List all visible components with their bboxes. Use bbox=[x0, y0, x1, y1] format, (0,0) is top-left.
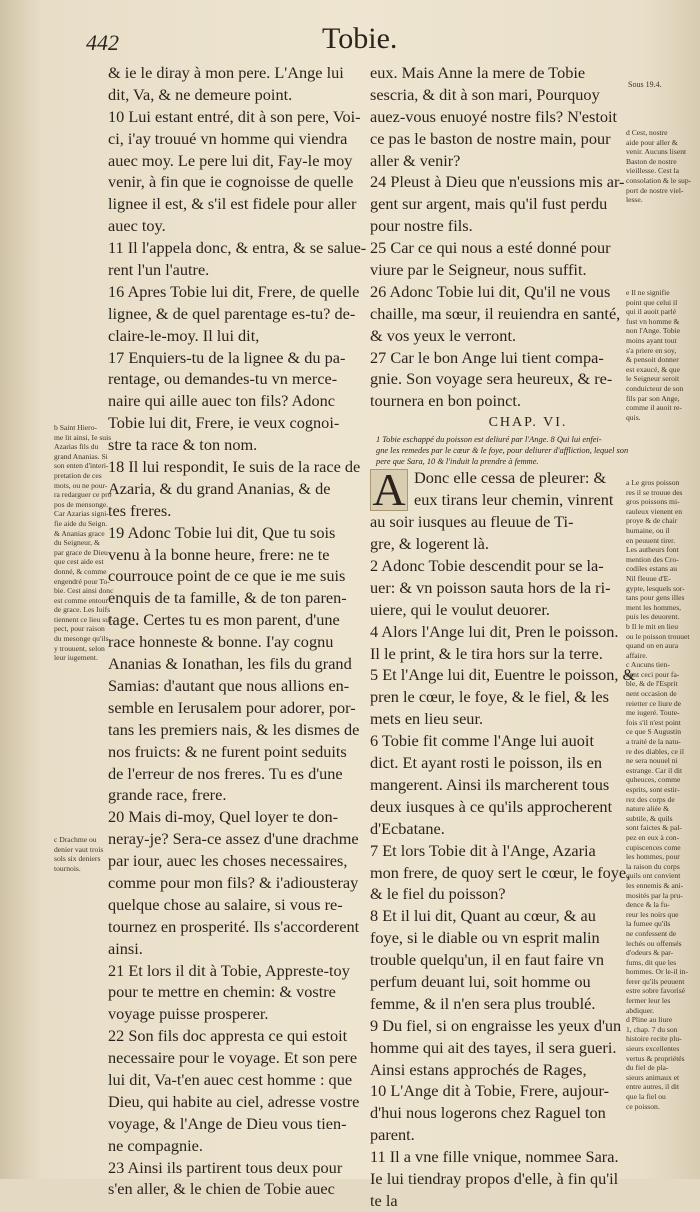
margin-cross-reference: Sous 19.4. bbox=[628, 80, 662, 89]
verse-line: enquis de ta famille, & de ton paren- bbox=[108, 588, 347, 608]
margin-note-line: venir. Aucuns lisent bbox=[626, 147, 687, 157]
verse-line: tournez en prosperité. Ils s'accorderent bbox=[108, 916, 360, 936]
verse-line: eux. Mais Anne la mere de Tobie bbox=[370, 63, 586, 82]
margin-note-e bbox=[626, 288, 692, 422]
verse-line: 20 Mais di-moy, Quel loyer te don- bbox=[108, 807, 339, 827]
opening-line: eux tirans leur chemin, vinrent bbox=[414, 490, 614, 510]
margin-note-line: subtile, & quils bbox=[626, 813, 673, 823]
margin-note-line: ce poisson. bbox=[626, 1101, 660, 1111]
margin-note-line: non l'Ange. Tobie bbox=[626, 326, 681, 336]
margin-note-line: mots, ou ne pour- bbox=[54, 480, 108, 490]
margin-note-line: de grace. Les Iuifs bbox=[54, 605, 111, 615]
margin-note-line: pos de mensonge. bbox=[54, 499, 109, 509]
margin-note-line: grand Ananias. Si bbox=[54, 451, 108, 461]
margin-note-line: le Seigneur seroit bbox=[626, 374, 680, 384]
verse-line: 25 Car ce qui nous a esté donné pour bbox=[370, 238, 611, 258]
margin-note-line: codiles estans au bbox=[626, 564, 678, 574]
verse-line: femme, & il n'en sera plus troublé. bbox=[370, 993, 596, 1013]
margin-note-line: y trouuent, selon bbox=[54, 643, 105, 653]
margin-note-line: lechés ou offensés bbox=[626, 938, 682, 948]
verse-line: Ainsi estans approchés de Rages, bbox=[370, 1059, 587, 1079]
verse-line: perfum deuant lui, soit homme ou bbox=[370, 971, 591, 991]
margin-note-line: consolation & le sup- bbox=[626, 175, 692, 185]
verse-line: 2 Adonc Tobie descendit pour se la- bbox=[370, 556, 604, 576]
verse-line: Ananias & Ionathan, les fils du grand bbox=[108, 654, 352, 674]
verse-line: lignee, & de quel parentage es-tu? de- bbox=[108, 303, 356, 323]
margin-note-line: du fiel de pla- bbox=[626, 1063, 669, 1073]
verse-line: 24 Pleust à Dieu que n'eussions mis ar- bbox=[370, 172, 625, 192]
verse-line: Il le print, & le tira hors sur la terre. bbox=[370, 643, 603, 663]
verse-line: te la bbox=[370, 1190, 398, 1210]
verse-line: auec moy. Le pere lui dit, Fay-le moy bbox=[108, 150, 353, 170]
margin-note-line: tans pour gens illes bbox=[626, 593, 685, 603]
verse-line: lignee il est, & s'il est fidele pour aller bbox=[108, 194, 357, 214]
chapter-heading: CHAP. VI. bbox=[488, 415, 568, 431]
verse-line: 17 Enquiers-tu de la lignee & du pa- bbox=[108, 347, 346, 367]
verse-line: 10 Lui estant entré, dit à son pere, Voi- bbox=[108, 106, 361, 126]
verse-line: pour nostre fils. bbox=[370, 216, 473, 236]
margin-note-line: leur iugement. bbox=[54, 653, 98, 663]
verse-line: 26 Adonc Tobie lui dit, Qu'il ne vous bbox=[370, 281, 611, 301]
verse-line: gnie. Son voyage sera heureux, & re- bbox=[370, 369, 613, 389]
margin-note-line: quand on en aura bbox=[626, 641, 679, 651]
margin-note-line: estre sobre favorisé bbox=[626, 986, 686, 996]
margin-note-line: histoire recite plu- bbox=[626, 1034, 682, 1044]
verse-line: aller & venir? bbox=[370, 150, 461, 170]
margin-note-line: denier vaut trois bbox=[54, 844, 104, 854]
summary-line: gne les remedes par le cœur & le foye, pour deliurer d'affliction, lequel son bbox=[376, 446, 629, 456]
verse-line: tans les premiers nais, & les dismes de bbox=[108, 719, 360, 739]
verse-line: auez-vous enuoyé nostre fils? N'estoit bbox=[370, 106, 618, 126]
verse-line: mangerent. Ainsi ils marcherent tous bbox=[370, 774, 610, 794]
verse-line: Dieu, qui habite au ciel, adresse vostre bbox=[108, 1091, 360, 1111]
verse-line: d'Ecbatane. bbox=[370, 818, 445, 838]
verse-line: de l'erreur de nos freres. Tu es d'une bbox=[108, 763, 343, 783]
margin-note-line: Les autheurs font bbox=[626, 545, 679, 555]
page-number: 442 bbox=[86, 30, 119, 55]
margin-note-line: reietter ce liure de bbox=[626, 698, 682, 708]
margin-note-line: du Seigneur, & bbox=[54, 538, 100, 548]
margin-note-line: a traité de la natu- bbox=[626, 737, 681, 747]
verse-line: Ie lui tiendray propos d'elle, à fin qu'il bbox=[370, 1168, 619, 1188]
margin-note-line: Nil fleuue d'E- bbox=[626, 573, 671, 583]
verse-line: parent. bbox=[370, 1125, 415, 1145]
margin-note-line: re des diables, ce il bbox=[626, 746, 684, 756]
margin-note-line: vieillesse. Cest la bbox=[626, 166, 679, 176]
verse-line: rentage, ou demandes-tu vn merce- bbox=[108, 369, 338, 389]
verse-line: ainsi. bbox=[108, 938, 143, 958]
margin-note-line: en peuuent tirer. bbox=[626, 535, 676, 545]
margin-note-line: mosités par la pru- bbox=[626, 890, 683, 900]
verse-line: 18 Il lui respondit, Ie suis de la race de bbox=[108, 457, 361, 477]
verse-line: homme qui ait des tayes, il sera gueri. bbox=[370, 1037, 617, 1057]
margin-note-line: les hommes, pour bbox=[626, 852, 680, 862]
margin-note-line: est comme entour bbox=[54, 595, 108, 605]
verse-line: d'hui nous logerons chez Raguel ton bbox=[370, 1103, 606, 1123]
verse-line: viure par le Seigneur, nous suffit. bbox=[370, 260, 587, 280]
margin-note-line: nent occasion de bbox=[626, 689, 677, 699]
margin-note-line: gypte, lesquels sor- bbox=[626, 583, 685, 593]
margin-note-line: sieurs excellentes bbox=[626, 1044, 680, 1054]
verse-line: tage. Certes tu es mon parent, d'une bbox=[108, 610, 340, 630]
margin-note-line: entre autres, il dit bbox=[626, 1082, 680, 1092]
margin-note-line: mention des Cro- bbox=[626, 554, 679, 564]
verse-line: 16 Apres Tobie lui dit, Frere, de quelle bbox=[108, 281, 360, 301]
margin-note-line: b Saint Hiero- bbox=[54, 423, 98, 432]
margin-note-line: s'a priere en soy, bbox=[626, 345, 677, 355]
margin-note-line: Car Azarias signi- bbox=[54, 509, 109, 519]
margin-note-line: c Drachme ou bbox=[54, 835, 97, 844]
margin-note-line: donné, & comme bbox=[54, 566, 107, 576]
verse-line: race honneste & bonne. I'ay cognu bbox=[108, 632, 334, 652]
verse-line: Samias: d'autant que nous allions en- bbox=[108, 675, 350, 695]
margin-note-line: reur les noirs que bbox=[626, 909, 679, 919]
verse-line: voyage, & l'Ange de Dieu vous tien- bbox=[108, 1113, 347, 1133]
verse-line: necessaire pour le voyage. Et son pere bbox=[108, 1048, 358, 1068]
verse-line: voyage puisse prosperer. bbox=[108, 1004, 269, 1024]
chapter-summary bbox=[370, 434, 629, 467]
margin-note-line: cupiscences come bbox=[626, 842, 681, 852]
verse-line: gent sur argent, mais qu'il fust perdu bbox=[370, 194, 608, 214]
margin-note-line: par grace de Dieu bbox=[54, 547, 108, 557]
margin-note-line: ne confessent de bbox=[626, 928, 677, 938]
margin-note-line: ble, & de l'Esprit bbox=[626, 679, 678, 689]
verse-line: tournera en bon poinct. bbox=[370, 391, 522, 411]
verse-line: ne compagnie. bbox=[108, 1135, 203, 1155]
margin-note-line: Baston de nostre bbox=[626, 156, 677, 166]
verse-line: 5 Et l'Ange lui dit, Euentre le poisson, & bbox=[370, 665, 636, 685]
verse-line: 23 Ainsi ils partirent tous deux pour bbox=[108, 1157, 343, 1177]
verse-line: dict. Et ayant rosti le poisson, ils en bbox=[370, 753, 602, 773]
margin-note-line: sont faictes & pal- bbox=[626, 823, 682, 833]
verse-line: 22 Son fils doc appresta ce qui estoit bbox=[108, 1026, 348, 1046]
margin-note-line: ne sera nouuel ni bbox=[626, 756, 678, 766]
verse-line: au soir iusques au fleuue de Ti- bbox=[370, 512, 574, 532]
margin-note-line: fust vn homme & bbox=[626, 316, 680, 326]
verse-line: auec toy. bbox=[108, 216, 166, 236]
verse-line: ce pas le baston de nostre main, pour bbox=[370, 128, 611, 148]
left-column bbox=[108, 62, 366, 1200]
verse-line: par iour, auec les choses necessaires, bbox=[108, 851, 348, 871]
margin-note-line: ou le poisson trouuet bbox=[626, 631, 690, 641]
margin-note-line: comme il auoit re- bbox=[626, 403, 682, 413]
margin-note-line: la raison du corps bbox=[626, 861, 680, 871]
verse-line: nos fruicts: & ne furent point seduits bbox=[108, 741, 347, 761]
margin-note-line: 1, chap. 7 du son bbox=[626, 1024, 678, 1034]
verse-line: 4 Alors l'Ange lui dit, Pren le poisson. bbox=[370, 621, 619, 641]
margin-note-line: nature aliée & bbox=[626, 804, 670, 814]
verse-line: chaille, ma sœur, il reuiendra en santé, bbox=[370, 303, 621, 323]
margin-note-line: lesse. bbox=[626, 195, 643, 205]
margin-note-line: res il se trouue des bbox=[626, 487, 683, 497]
margin-note-line: hommes. Or le-il in- bbox=[626, 967, 689, 977]
margin-note-b bbox=[54, 423, 115, 663]
margin-note-line: quils ont convient bbox=[626, 871, 681, 881]
margin-note-line: sieurs animaux et bbox=[626, 1072, 680, 1082]
verse-line: dit, Va, & ne demeure point. bbox=[108, 84, 293, 104]
margin-note-line: me lit ainsi, Ie suis bbox=[54, 432, 112, 442]
margin-note-line: ce que S Augustin bbox=[626, 727, 682, 737]
margin-note-line: a Le gros poisson bbox=[626, 478, 680, 487]
margin-note-line: me iugeré. Toute- bbox=[626, 708, 680, 718]
verse-line: venu à la bonne heure, frere: ne te bbox=[108, 544, 330, 564]
margin-note-line: du mesonge qu'ils bbox=[54, 634, 109, 644]
verse-line: pren le cœur, le foye, & le fiel, & les bbox=[370, 687, 609, 707]
verse-line: ci, i'ay trouué vn homme qui viendra bbox=[108, 128, 348, 148]
margin-note-line: rauleux vienent en bbox=[626, 506, 683, 516]
margin-note-f bbox=[626, 478, 692, 1111]
margin-note-line: ra redarguer ce pro bbox=[54, 490, 112, 500]
margin-note-line: fie aide du Seign. bbox=[54, 518, 108, 528]
verse-line: 11 Il l'appela donc, & entra, & se salue- bbox=[108, 238, 367, 258]
verse-line: 9 Du fiel, si on engraisse les yeux d'un bbox=[370, 1015, 622, 1035]
verse-line: quelque chose au salaire, si vous re- bbox=[108, 894, 343, 914]
margin-note-line: fils par son Ange, bbox=[626, 393, 680, 403]
verse-line: semble en Ierusalem pour adorer, por- bbox=[108, 697, 356, 717]
verse-line: stre ta race & ton nom. bbox=[108, 435, 258, 455]
verse-line: courrouce point de ce que ie me suis bbox=[108, 566, 346, 586]
summary-line: 1 Tobie eschappé du poisson est deliuré par l'Ange. 8 Qui lui enfei- bbox=[376, 435, 602, 445]
right-column-top-text bbox=[370, 62, 626, 412]
verse-line: 8 Et il lui dit, Quant au cœur, & au bbox=[370, 906, 596, 926]
verse-line: mon frere, de quoy sert le cœur, le foye, bbox=[370, 862, 631, 882]
verse-line: lui dit, Va-t'en auec cest homme : que bbox=[108, 1069, 353, 1089]
margin-note-line: pect, pour raison bbox=[54, 624, 105, 634]
margin-note-line: fois s'il n'est point bbox=[626, 717, 681, 727]
summary-line: pere que Sara, 10 & l'induit la prendre à femme. bbox=[376, 457, 539, 467]
margin-note-line: d'odeurs & par- bbox=[626, 948, 674, 958]
margin-note-line: d Pline au liure bbox=[626, 1015, 673, 1025]
margin-note-line: engendré pour To- bbox=[54, 576, 110, 586]
verse-line: comme pour mon fils? & i'adiousteray bbox=[108, 872, 359, 892]
verse-line: foye, si le diable ou vn esprit malin bbox=[370, 928, 600, 948]
verse-line: claire-le-moy. Il lui dit, bbox=[108, 325, 260, 345]
drop-cap-letter: A bbox=[370, 469, 408, 511]
verse-line: venir, à fin que ie cognoisse de quelle bbox=[108, 172, 354, 192]
margin-note-line: port de nostre viel- bbox=[626, 185, 684, 195]
margin-note-line: qui il auoit parlé bbox=[626, 307, 676, 317]
margin-note-line: fermer leur les bbox=[626, 996, 671, 1006]
verse-line: trouble quelqu'un, il en faut faire vn bbox=[370, 950, 604, 970]
margin-note-line: & Ananias grace bbox=[54, 528, 105, 538]
verse-line: naire qui aille auec ton fils? Adonc bbox=[108, 391, 335, 411]
verse-line: & le fiel du poisson? bbox=[370, 884, 506, 904]
margin-note-line: pretation de ces bbox=[54, 470, 102, 480]
margin-note-line: affaire. bbox=[626, 650, 648, 660]
verse-line: & vos yeux le verront. bbox=[370, 325, 517, 345]
verse-line: deux iusques à ce qu'ils approcherent bbox=[370, 796, 613, 816]
margin-note-c bbox=[54, 835, 104, 873]
verse-line: neray-je? Sera-ce assez d'une drachme bbox=[108, 829, 359, 849]
margin-note-line: conduicteur de son bbox=[626, 383, 684, 393]
margin-note-line: aide pour aller & bbox=[626, 137, 678, 147]
margin-note-line: b Il le mit en lieu bbox=[626, 621, 679, 631]
margin-note-line: que la fiel ou bbox=[626, 1092, 666, 1101]
margin-note-line: point que celui il bbox=[626, 297, 678, 307]
verse-line: grande race, frere. bbox=[108, 785, 227, 805]
verse-line: tes freres. bbox=[108, 500, 172, 520]
verse-line: mets en lieu seur. bbox=[370, 709, 484, 729]
margin-note-line: rez des corps de bbox=[626, 794, 675, 804]
verse-line: 27 Car le bon Ange lui tient compa- bbox=[370, 347, 604, 367]
verse-line: 7 Et lors Tobie dit à l'Ange, Azaria bbox=[370, 840, 596, 860]
margin-note-line: fums, dit que les bbox=[626, 957, 677, 967]
verse-line: Tobie lui dit, Frere, ie veux cognoi- bbox=[108, 413, 340, 433]
margin-note-line: sols six deniers bbox=[54, 854, 101, 864]
verse-line: uiere, qui le voulut deuorer. bbox=[370, 599, 550, 619]
margin-note-line: que cest aide est bbox=[54, 557, 104, 567]
margin-note-line: puis les deuorent. bbox=[626, 612, 680, 622]
verse-line: pour te mettre en chemin: & vostre bbox=[108, 982, 336, 1002]
margin-note-line: Azarias fils du bbox=[54, 442, 99, 452]
margin-note-line: gros poissons mi- bbox=[626, 497, 680, 507]
margin-note-line: la fumee qu'ils bbox=[626, 919, 671, 929]
margin-note-line: proye & de chair bbox=[626, 516, 678, 526]
margin-note-line: moins ayant tout bbox=[626, 335, 677, 345]
verse-line: 11 Il a vne fille vnique, nommee Sara. bbox=[370, 1147, 619, 1167]
verse-line: sescria, & dit à son mari, Pourquoy bbox=[370, 84, 600, 104]
verse-line: uer: & vn poisson sauta hors de la ri- bbox=[370, 577, 611, 597]
verse-line: 6 Tobie fit comme l'Ange lui auoit bbox=[370, 731, 594, 751]
margin-note-line: ferer qu'ils peuuent bbox=[626, 976, 685, 986]
margin-note-line: estrange. Car il dit bbox=[626, 765, 683, 775]
margin-note-line: c Aucuns tien- bbox=[626, 660, 670, 670]
margin-note-d bbox=[626, 128, 692, 205]
verse-line: rent l'un l'autre. bbox=[108, 260, 210, 280]
verse-line: & ie le diray à mon pere. L'Ange lui bbox=[108, 63, 344, 82]
verse-line: 10 L'Ange dit à Tobie, Frere, aujour- bbox=[370, 1081, 609, 1101]
margin-note-line: tiennent ce lieu suf- bbox=[54, 614, 115, 624]
margin-note-line: tournois. bbox=[54, 863, 81, 873]
margin-note-line: vertus & propriétés bbox=[626, 1053, 685, 1063]
verse-line: 19 Adonc Tobie lui dit, Que tu sois bbox=[108, 522, 336, 542]
margin-note-line: humaine, ou il bbox=[626, 525, 670, 535]
margin-note-line: pez en eux à con- bbox=[626, 832, 680, 842]
margin-note-line: & pensoit donner bbox=[626, 355, 679, 365]
running-title: Tobie. bbox=[322, 22, 398, 55]
margin-note-line: abdiquer. bbox=[626, 1005, 655, 1015]
verse-line: Azaria, & du grand Ananias, & de bbox=[108, 478, 331, 498]
margin-note-line: les ennemis & ani- bbox=[626, 880, 684, 890]
margin-note-line: bie. Cest ainsi donc bbox=[54, 586, 114, 596]
right-column-bottom-text bbox=[370, 511, 636, 1212]
margin-note-line: d Cest, nostre bbox=[626, 128, 668, 137]
verse-line: gre, & logerent là. bbox=[370, 534, 489, 554]
margin-note-line: quheuces, comme bbox=[626, 775, 681, 785]
margin-note-line: nent ceci pour fa- bbox=[626, 669, 680, 679]
margin-note-line: ment les hommes, bbox=[626, 602, 682, 612]
margin-note-line: est exaucé, & que bbox=[626, 364, 680, 374]
opening-line: Donc elle cessa de pleurer: & bbox=[414, 468, 607, 488]
margin-note-line: e Il ne signifie bbox=[626, 288, 670, 297]
chapter-opening bbox=[370, 464, 626, 516]
verse-line: 21 Et lors il dit à Tobie, Appreste-toy bbox=[108, 960, 350, 980]
margin-note-line: quis. bbox=[626, 412, 641, 422]
margin-note-line: dence & la fu- bbox=[626, 900, 670, 910]
verse-line: s'en aller, & le chien de Tobie auec bbox=[108, 1179, 335, 1199]
margin-note-line: esprits, sont estir- bbox=[626, 785, 680, 794]
margin-note-line: son enten d'interi- bbox=[54, 461, 109, 471]
